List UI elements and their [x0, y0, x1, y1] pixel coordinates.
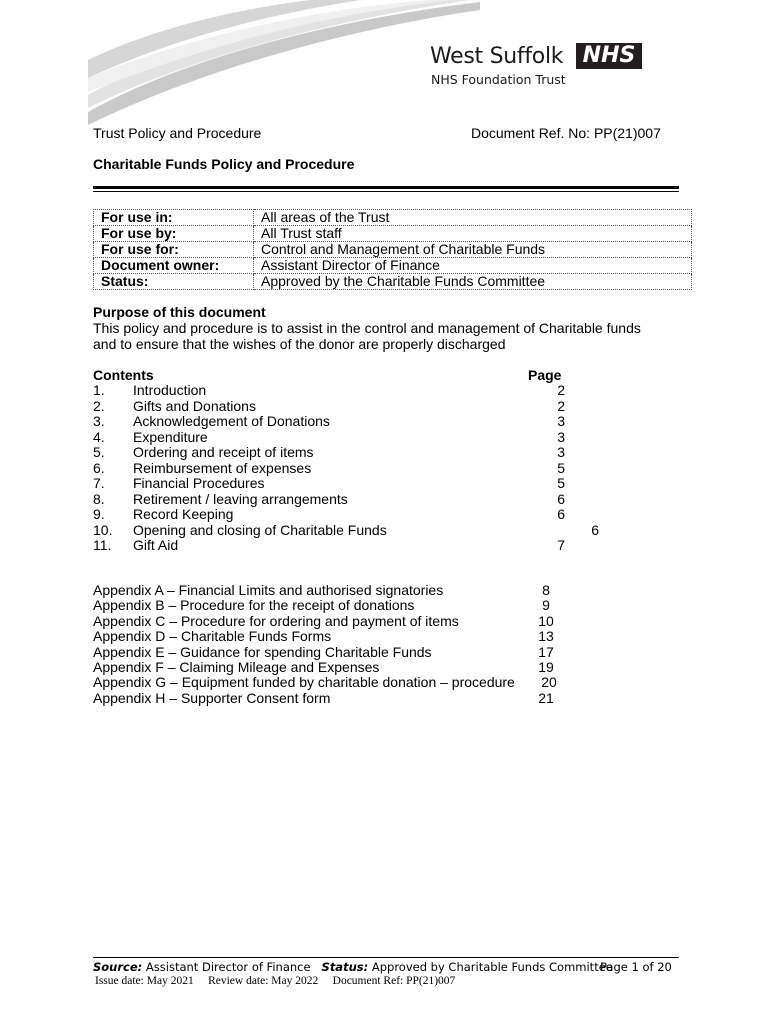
toc-item — [93, 491, 593, 507]
appendix-item-page: 8 — [542, 582, 550, 598]
appendix-item-page: 17 — [538, 643, 554, 660]
appendix-item-page: 10 — [538, 612, 554, 629]
title-divider-thin — [93, 191, 679, 192]
meta-row — [94, 258, 692, 274]
toc-item-number: 2. — [93, 397, 105, 414]
document-meta-table — [93, 209, 692, 290]
toc-item-title: Retirement / leaving arrangements — [133, 490, 348, 507]
appendix-item — [93, 628, 563, 644]
toc-item-number: 6. — [93, 459, 105, 476]
appendix-item — [93, 644, 563, 660]
toc-item-number: 4. — [93, 428, 105, 445]
doc-type-label: Trust Policy and Procedure — [93, 125, 262, 141]
document-title: Charitable Funds Policy and Procedure — [93, 156, 355, 172]
meta-value: Control and Management of Charitable Funds — [254, 242, 692, 258]
toc-item — [93, 460, 593, 476]
toc-item — [93, 413, 593, 429]
toc-item-page: 2 — [557, 382, 565, 398]
toc-item-page: 7 — [557, 537, 565, 553]
footer-status-value: Approved by Charitable Funds Committee — [371, 960, 613, 974]
footer-status-label: Status: — [321, 960, 369, 974]
meta-value: Assistant Director of Finance — [254, 258, 692, 274]
footer-dates — [95, 975, 455, 987]
appendix-item — [93, 690, 563, 706]
logo-subtitle: NHS Foundation Trust — [431, 72, 566, 87]
toc-item — [93, 506, 593, 522]
appendix-item — [93, 582, 563, 598]
toc-item-title: Introduction — [133, 382, 207, 398]
toc-item-title: Opening and closing of Charitable Funds — [133, 521, 387, 538]
toc-item-title: Reimbursement of expenses — [133, 459, 312, 476]
toc-item-title: Gifts and Donations — [133, 397, 256, 414]
appendix-item-title: Appendix A – Financial Limits and authorised signatories — [93, 582, 444, 598]
toc-item — [93, 429, 593, 445]
meta-row — [94, 274, 692, 290]
contents-page-heading: Page — [528, 367, 562, 383]
footer-page-number: Page 1 of 20 — [600, 960, 672, 974]
trust-logo — [430, 44, 563, 69]
toc-item — [93, 382, 593, 398]
toc-item-page: 6 — [557, 506, 565, 522]
meta-label: Status: — [94, 274, 254, 290]
meta-row — [94, 242, 692, 258]
toc-item-title: Expenditure — [133, 428, 208, 445]
toc-item-title: Financial Procedures — [133, 475, 265, 491]
footer-source-status — [93, 960, 613, 974]
header-swoosh-graphic — [0, 0, 480, 125]
toc-item-number: 1. — [93, 382, 105, 398]
toc-item-number: 3. — [93, 413, 105, 429]
appendix-item-page: 9 — [542, 597, 550, 614]
logo-org-name: West Suffolk — [430, 44, 564, 69]
appendix-item-title: Appendix B – Procedure for the receipt of donations — [93, 597, 415, 614]
appendix-item-title: Appendix F – Claiming Mileage and Expenses — [93, 659, 380, 675]
meta-label: For use by: — [94, 226, 254, 242]
meta-row — [94, 210, 692, 226]
meta-value: All Trust staff — [254, 226, 692, 242]
toc-item-page: 6 — [557, 490, 565, 507]
toc-item-number: 7. — [93, 475, 105, 491]
toc-item-page: 3 — [557, 413, 565, 429]
toc-item — [93, 398, 593, 414]
footer-review-date: Review date: May 2022 — [208, 975, 319, 987]
appendix-item-page: 19 — [538, 659, 554, 675]
toc-item-title: Record Keeping — [133, 506, 234, 522]
toc-item-title: Ordering and receipt of items — [133, 444, 314, 460]
appendix-item — [93, 613, 563, 629]
meta-value: Approved by the Charitable Funds Committee — [254, 274, 692, 290]
footer-source-value: Assistant Director of Finance — [145, 960, 311, 974]
toc-item-title: Gift Aid — [133, 537, 179, 553]
appendix-item — [93, 597, 563, 613]
doc-ref-label: Document Ref. No: PP(21)007 — [471, 125, 661, 141]
appendix-item — [93, 659, 563, 675]
toc-item-page: 2 — [557, 397, 565, 414]
toc-item-number: 9. — [93, 506, 105, 522]
appendix-item-page: 20 — [541, 674, 557, 691]
footer-doc-ref: Document Ref: PP(21)007 — [332, 975, 456, 987]
footer-divider — [93, 957, 679, 958]
meta-row — [94, 226, 692, 242]
meta-label: For use for: — [94, 242, 254, 258]
appendix-item — [93, 674, 563, 690]
appendix-item-title: Appendix H – Supporter Consent form — [93, 689, 331, 706]
purpose-text-line-2: and to ensure that the wishes of the donor are properly discharged — [93, 336, 506, 352]
toc-item-page: 6 — [591, 521, 599, 538]
appendix-item-page: 13 — [538, 628, 554, 645]
toc-item-number: 10. — [93, 521, 113, 538]
appendix-item-title: Appendix G – Equipment funded by charitable donation – procedure — [93, 674, 515, 691]
toc-item — [93, 537, 593, 553]
toc-item-title: Acknowledgement of Donations — [133, 413, 330, 429]
toc-item — [93, 475, 593, 491]
purpose-heading: Purpose of this document — [93, 304, 266, 320]
appendix-item-title: Appendix D – Charitable Funds Forms — [93, 628, 332, 645]
title-divider-thick — [93, 186, 679, 189]
toc-item — [93, 521, 599, 538]
toc-item-number: 11. — [93, 537, 112, 553]
meta-value: All areas of the Trust — [254, 210, 692, 226]
appendix-item-title: Appendix C – Procedure for ordering and payment of items — [93, 612, 459, 629]
nhs-logo-mark: NHS — [576, 43, 642, 69]
toc-item-number: 5. — [93, 444, 105, 460]
toc-item — [93, 444, 593, 460]
contents-heading: Contents — [93, 367, 154, 383]
toc-item-page: 5 — [557, 459, 565, 476]
meta-label: For use in: — [94, 210, 254, 226]
footer-source-label: Source: — [93, 960, 143, 974]
meta-label: Document owner: — [94, 258, 254, 274]
appendix-item-title: Appendix E – Guidance for spending Charitable Funds — [93, 643, 432, 660]
appendix-item-page: 21 — [538, 689, 554, 706]
footer-issue-date: Issue date: May 2021 — [95, 975, 194, 987]
toc-item-page: 3 — [557, 428, 565, 445]
purpose-text-line-1: This policy and procedure is to assist in the control and management of Charitable funds — [93, 320, 641, 336]
toc-item-page: 3 — [557, 444, 565, 460]
toc-item-number: 8. — [93, 490, 105, 507]
toc-item-page: 5 — [557, 475, 565, 491]
